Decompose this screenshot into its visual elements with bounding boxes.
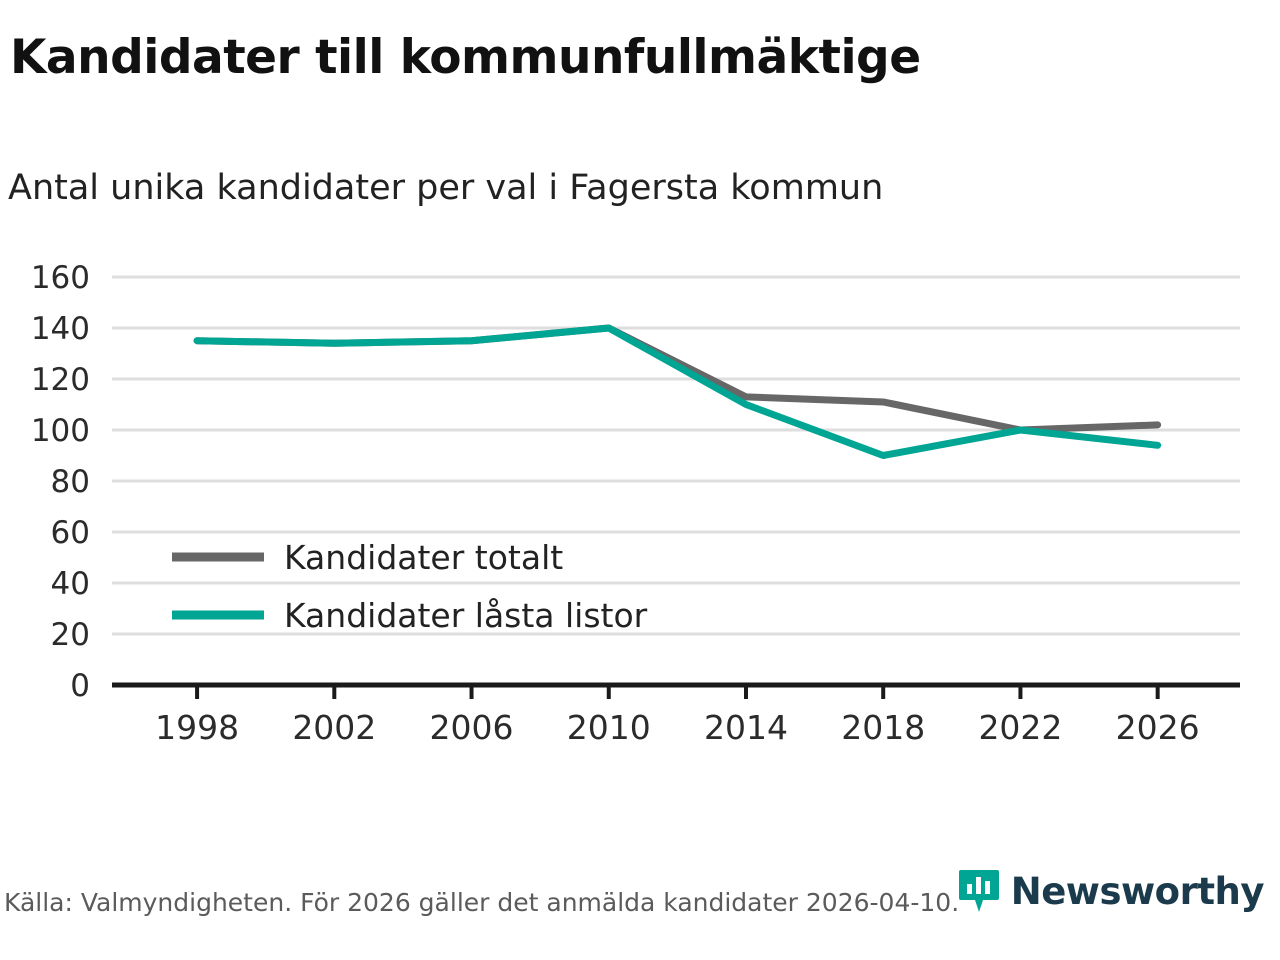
bar-chart-pin-icon	[957, 868, 1001, 914]
x-tick-label: 2018	[841, 708, 926, 747]
x-tick-label: 2006	[429, 708, 514, 747]
line-chart	[0, 245, 1280, 765]
y-tick-label: 120	[30, 362, 90, 398]
legend-label: Kandidater låsta listor	[284, 596, 648, 635]
y-tick-label: 60	[50, 515, 90, 551]
x-tick-label: 2022	[978, 708, 1063, 747]
legend-label: Kandidater totalt	[284, 538, 564, 577]
y-tick-label: 20	[50, 617, 90, 653]
brand-name: Newsworthy	[1010, 869, 1264, 913]
x-tick-label: 1998	[155, 708, 240, 747]
x-tick-label: 2010	[566, 708, 651, 747]
y-tick-label: 0	[70, 668, 90, 704]
page-subtitle: Antal unika kandidater per val i Fagersta kommun	[8, 168, 884, 208]
page-title: Kandidater till kommunfullmäktige	[10, 30, 921, 85]
x-axis-tick-labels	[155, 708, 1200, 747]
x-tick-label: 2026	[1115, 708, 1200, 747]
chart-legend	[172, 538, 648, 635]
gridlines	[112, 277, 1240, 634]
y-tick-label: 40	[50, 566, 90, 602]
brand-logo	[957, 868, 1264, 914]
y-tick-label: 100	[30, 413, 90, 449]
chart-container	[0, 245, 1280, 765]
x-tick-label: 2002	[292, 708, 377, 747]
y-tick-label: 160	[30, 260, 90, 296]
y-axis-tick-labels	[31, 260, 90, 704]
source-note: Källa: Valmyndigheten. För 2026 gäller det anmälda kandidater 2026-04-10.	[4, 888, 960, 917]
y-tick-label: 80	[50, 464, 90, 500]
series-line	[197, 328, 1158, 456]
y-tick-label: 140	[30, 311, 90, 347]
x-tick-label: 2014	[703, 708, 788, 747]
series-lines	[197, 328, 1158, 456]
